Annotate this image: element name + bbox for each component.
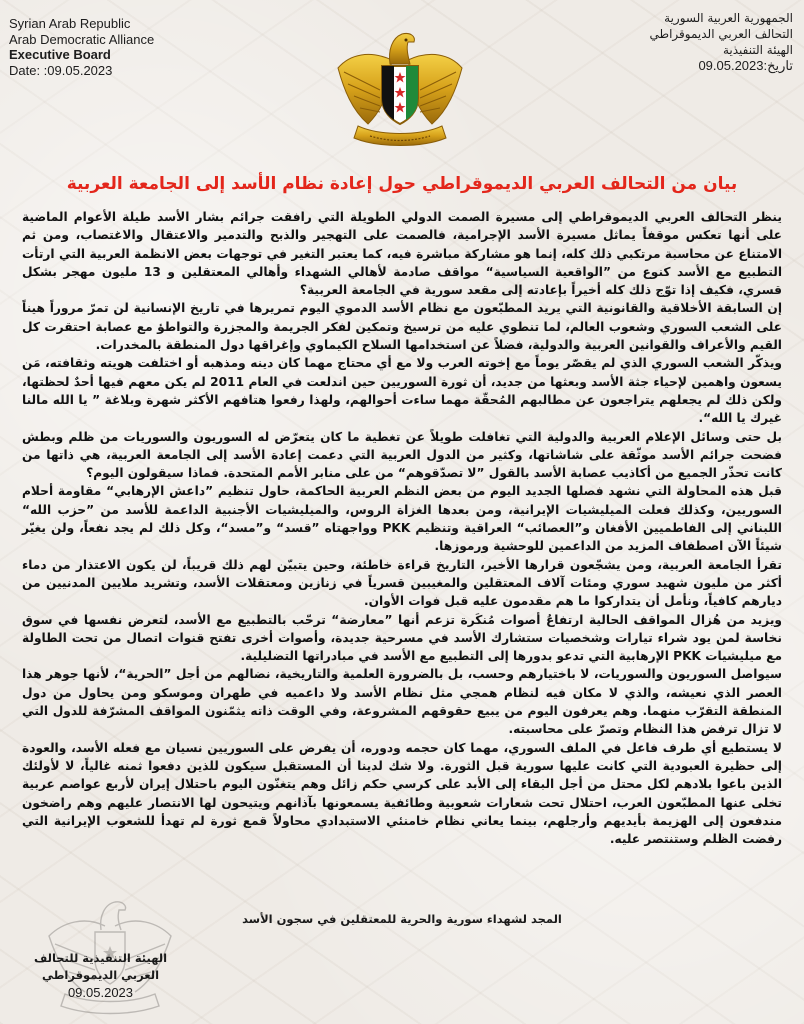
signature-date: 09.05.2023: [67, 985, 134, 1000]
body-paragraph: تقرأ الجامعة العربية، ومن يشجّعون قرارها الأخير، التاريخ قراءة خاطئة، وحين يتبيّن لهم ذلك قريباً، لن يكون الاعتذار من دماء أكثر من مليون شهيد سوري ومئات آلاف المعتقلين والمغيبين قسرياً في زنازين ومعتقلات الأسد، وتشريد ملايين المدنيين من ديارهم كافياً، ونأمل أن يتداركوا ما هم مقدمون عليه قبل فوات الأوان.: [22, 557, 782, 609]
body-paragraph: قبل هذه المحاولة التي نشهد فصلها الجديد اليوم من بعض النظم العربية الحاكمة، حاول تنظيم ”داعش الإرهابي“ مقاومة أحلام السوريين، وكذلك فعلت الميليشيات الإيرانية، ومن بعدها الغزاة الروس، والميليشيات الأجنبية الداعمة للأسد من ”حزب الله“ اللبناني إلى الفاطميين الأفغان و”العصائب“ العراقية وتنظيم PKK وواجهتاه ”قسد“ و”مسد“، وكل ذلك لم يجد نفعاً، ولن يغيّر شيئاً الآن اصطفاف المزيد من الداعمين للوحشية ورموزها.: [22, 484, 782, 554]
header-ar-date: تاريخ:09.05.2023: [698, 58, 793, 73]
header-ar-organization: التحالف العربي الديموقراطي: [649, 27, 793, 41]
header-arabic: [650, 10, 793, 74]
statement-body: [22, 208, 782, 848]
header-ar-board: الهيئة التنفيذية: [722, 43, 793, 57]
body-paragraph: ويذكّر الشعب السوري الذي لم يقصّر يوماً مع إخوته العرب ولا مع أي محتاج مهما كان دينه ومذهبه أو اختلفت هويته وثقافته، مَن يسعون واهمين لإحياء جثة الأسد وبعثها من جديد، أن ثورة السوريين حين اندلعت في العام 2011 لم يكن معهم فيها أحدٌ لحظتها، ولكن ذلك لم يجعلهم يتراجعون عن مطالبهم المُحقّة مهما ساءت أحوالهم، ولهذا رفعوا هتافهم الأكثر شهرة وبلاغة ” يا الله مالنا غيرك يا الله“.: [22, 356, 782, 426]
body-paragraph: ينظر التحالف العربي الديموقراطي إلى مسيرة الصمت الدولي الطويلة التي رافقت جرائم بشار الأسد طيلة الأعوام الماضية على أنها تعكس موقفاً يماثل مسيرة الأسد الإجرامية، فالصمت على التهجير والذبح والتدمير والاعتقال والاغتصاب، ومن ثم الامتناع عن محاسبة مرتكبي ذلك كله، إنما هو مشاركة مباشرة فيه، كما يعتبر التغير في توجهات بعض الانظمة العربية التي ارتأت التطبيع مع الأسد كنوع من ”الواقعية السياسية“ مواقف صادمة لأهالي الشهداء وأهالي المعتقلين و 13 مليون مهجر بشكل قسري، فكيف إذا توّج ذلك كله أخيراً بإعادته إلى مقعد سورية في الجامعة العربية؟: [22, 210, 783, 298]
body-paragraph: بل حتى وسائل الإعلام العربية والدولية التي تغافلت طويلاً عن تغطية ما كان يتعرّض له السوريون والسوريات من ظلم وبطش فضحت جرائم الأسد موثّقة على شاشاتها، وكثير من الدول العربية التي دعمت إعادة الأسد إلى الجامعة العربية، هي ذاتها من كانت تحذّر الجميع من أكاذيب عصابة الأسد بالقول ”لا تصدّقوهم“ من على منابر الأمم المتحدة. فماذا سيقولون اليوم؟: [22, 429, 782, 481]
signature-name: الهيئة التنفيذية للتحالف العربي الديموقراطي: [33, 951, 168, 982]
header-en-board: Executive Board: [9, 47, 111, 62]
body-paragraph: إن السابقة الأخلاقية والقانونية التي يريد المطبّعون مع نظام الأسد الدموي اليوم تمريرها في تاريخ الإنسانية لن تمرّ مروراً هيناً على الشعب السوري وشعوب العالم، لما تنطوي عليه من ترسيخ وتمكين لفكر الجريمة والمجزرة والتواطؤ مع عصابة احتقرت كل القيم والأعراف والقوانين العربية والدولية، فضلاً عن استخدامها السلاح الكيماوي وإغراقها دول المنطقة بالمخدرات.: [22, 301, 782, 353]
closing-line: المجد لشهداء سورية والحرية للمعتقلين في سجون الأسد: [242, 912, 562, 926]
header-en-country: Syrian Arab Republic: [9, 16, 131, 31]
header-en-date: Date: :09.05.2023: [9, 62, 113, 78]
body-paragraph: ويزيد من هُزال المواقف الحالية ارتفاعُ أصوات مُنكَرة تزعم أنها ”معارضة“ ترحّب بالتطبيع مع الأسد، لتعرض نفسها في سوق نخاسة لمن يود شراء تيارات وشخصيات ستشارك الأسد في مسرحية جديدة، وأصوات أخرى تفتح قنوات اتصال من تحت الطاولة مع ميليشيات PKK الإرهابية التي تدعو بدورها إلى التطبيع مع الأسد في مبادراتها التضليلية.: [22, 612, 782, 664]
statement-title: بيان من التحالف العربي الديموقراطي حول إعادة نظام الأسد إلى الجامعة العربية: [66, 174, 738, 194]
header-ar-country: الجمهورية العربية السورية: [664, 11, 793, 25]
body-paragraph: سيواصل السوريون والسوريات، لا باختيارهم وحسب، بل بالضرورة العلمية والتاريخية، نضالهم من أجل ”الحرية“، لأنها جوهر هذا العصر الذي نعيشه، والذي لا مكان فيه لنظام همجي مثل نظام الأسد ولا داعميه في طهران وموسكو ومن يحاول من دول المنطقة التقرّب منهما. وهم يعرفون اليوم من يبيع حقوقهم المشروعة، وفي الوقت ذاته يثمّنون المواقف المشرّفة للدول التي لا تزال ترفض هذا النظام وتصرّ على محاسبته.: [22, 667, 782, 737]
header-english: [9, 16, 154, 78]
signature-block: [28, 950, 173, 1001]
body-paragraph: لا يستطيع أي طرف فاعل في الملف السوري، مهما كان حجمه ودوره، أن يفرض على السوريين نسيان مع فعله الأسد، والعودة إلى حظيرة العبودية التي كانت عليها سورية قبل الثورة. ولا شك لدينا أن المستقبل سيكون للذين دفعوا ثمنه غالياً، لا لأولئك الذين باعوا بلادهم لكل محتل من أجل البقاء إلى الأبد على كرسي حكم زائل وهم يتغنّون اليوم باحتلال إيران لأربع عواصم عربية تخلى عنها المطبّعون العرب، احتلال تحت شعارات شعوبية وطائفية يسمعونها بآذانهم ويتيحون لها الانتصار عليهم وهم راضخون مندفعون إلى الهزيمة بأيديهم وأرجلهم، بينما يعاني نظام خامنئي الاستبدادي محاولاً قمع ثورة لم تهدأ للشعوب الإيرانية التي رفضت الظلم وستنتصر عليه.: [22, 740, 782, 847]
eagle-emblem-icon: [330, 20, 470, 150]
header-en-organization: Arab Democratic Alliance: [9, 31, 155, 47]
